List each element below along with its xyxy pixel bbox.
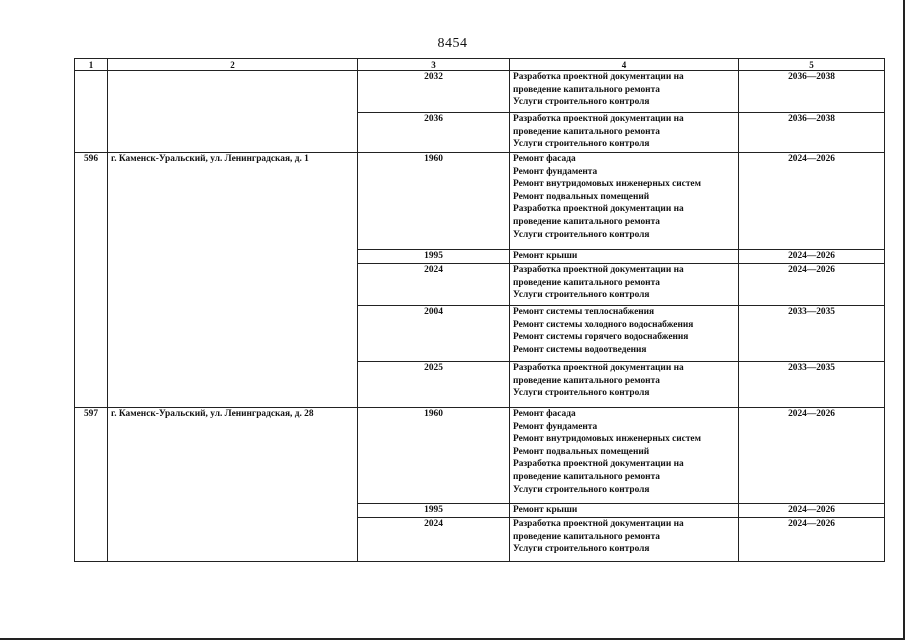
column-header-1: 1 [75,59,108,71]
works-cell [510,71,739,113]
works-cell [510,153,739,250]
year-cell: 2025 [358,362,510,408]
work-item: Ремонт крыши [513,505,578,515]
work-item: Ремонт фасада [513,154,576,164]
work-item: Услуги строительного контроля [513,139,650,150]
work-item: Ремонт внутридомовых инженерных систем [513,434,701,445]
work-item: Разработка проектной документации на [513,519,684,529]
year-cell: 2024 [358,518,510,562]
work-item: Услуги строительного контроля [513,388,650,399]
year-cell: 1995 [358,504,510,518]
period-cell: 2033—2035 [739,306,885,362]
period-cell: 2033—2035 [739,362,885,408]
work-item: Ремонт подвальных помещений [513,191,650,202]
work-item: Разработка проектной документации на [513,363,684,373]
column-header-3: 3 [358,59,510,71]
year-cell: 1960 [358,408,510,504]
object-address: г. Каменск-Уральский, ул. Ленинградская, д. 1 [108,153,358,408]
work-item: Ремонт фундамента [513,421,598,432]
work-item: Ремонт крыши [513,251,578,261]
work-item: проведение капитального ремонта [513,277,660,288]
table-body [75,71,885,562]
work-item: Разработка проектной документации на [513,114,684,124]
header-row [75,59,885,71]
period-cell: 2036—2038 [739,113,885,153]
work-item: Ремонт внутридомовых инженерных систем [513,179,701,190]
work-item: Услуги строительного контроля [513,290,650,301]
object-index: 597 [75,408,108,562]
repair-schedule-table [74,58,885,562]
work-item: проведение капитального ремонта [513,84,660,95]
year-cell: 2004 [358,306,510,362]
works-cell [510,250,739,264]
works-cell [510,306,739,362]
work-item: Разработка проектной документации на [513,72,684,82]
work-item: Разработка проектной документации на [513,459,684,470]
table-row [75,408,885,504]
page-number: 8454 [437,36,468,51]
work-item: Ремонт системы горячего водоснабжения [513,332,689,343]
period-cell: 2024—2026 [739,504,885,518]
column-header-2: 2 [108,59,358,71]
table-row [75,71,885,113]
works-cell [510,113,739,153]
works-cell [510,362,739,408]
work-item: Разработка проектной документации на [513,204,684,215]
year-cell: 1960 [358,153,510,250]
object-address: г. Каменск-Уральский, ул. Ленинградская, д. 28 [108,408,358,562]
work-item: проведение капитального ремонта [513,375,660,386]
object-address [108,71,358,153]
work-item: Услуги строительного контроля [513,484,650,495]
works-cell [510,504,739,518]
work-item: Разработка проектной документации на [513,265,684,275]
work-item: Услуги строительного контроля [513,97,650,108]
year-cell: 2032 [358,71,510,113]
works-cell [510,518,739,562]
work-item: проведение капитального ремонта [513,471,660,482]
period-cell: 2024—2026 [739,518,885,562]
period-cell: 2024—2026 [739,264,885,306]
year-cell: 2024 [358,264,510,306]
work-item: Ремонт системы теплоснабжения [513,307,655,317]
year-cell: 2036 [358,113,510,153]
period-cell: 2036—2038 [739,71,885,113]
works-cell [510,408,739,504]
work-item: проведение капитального ремонта [513,216,660,227]
period-cell: 2024—2026 [739,250,885,264]
column-header-5: 5 [739,59,885,71]
column-header-4: 4 [510,59,739,71]
work-item: Ремонт подвальных помещений [513,446,650,457]
work-item: Услуги строительного контроля [513,544,650,555]
object-index: 596 [75,153,108,408]
work-item: Ремонт системы холодного водоснабжения [513,319,694,330]
work-item: Ремонт системы водоотведения [513,344,647,355]
object-index [75,71,108,153]
work-item: Услуги строительного контроля [513,229,650,240]
table-row [75,153,885,250]
work-item: Ремонт фундамента [513,166,598,177]
work-item: проведение капитального ремонта [513,531,660,542]
works-cell [510,264,739,306]
work-item: проведение капитального ремонта [513,126,660,137]
period-cell: 2024—2026 [739,408,885,504]
period-cell: 2024—2026 [739,153,885,250]
work-item: Ремонт фасада [513,409,576,419]
year-cell: 1995 [358,250,510,264]
